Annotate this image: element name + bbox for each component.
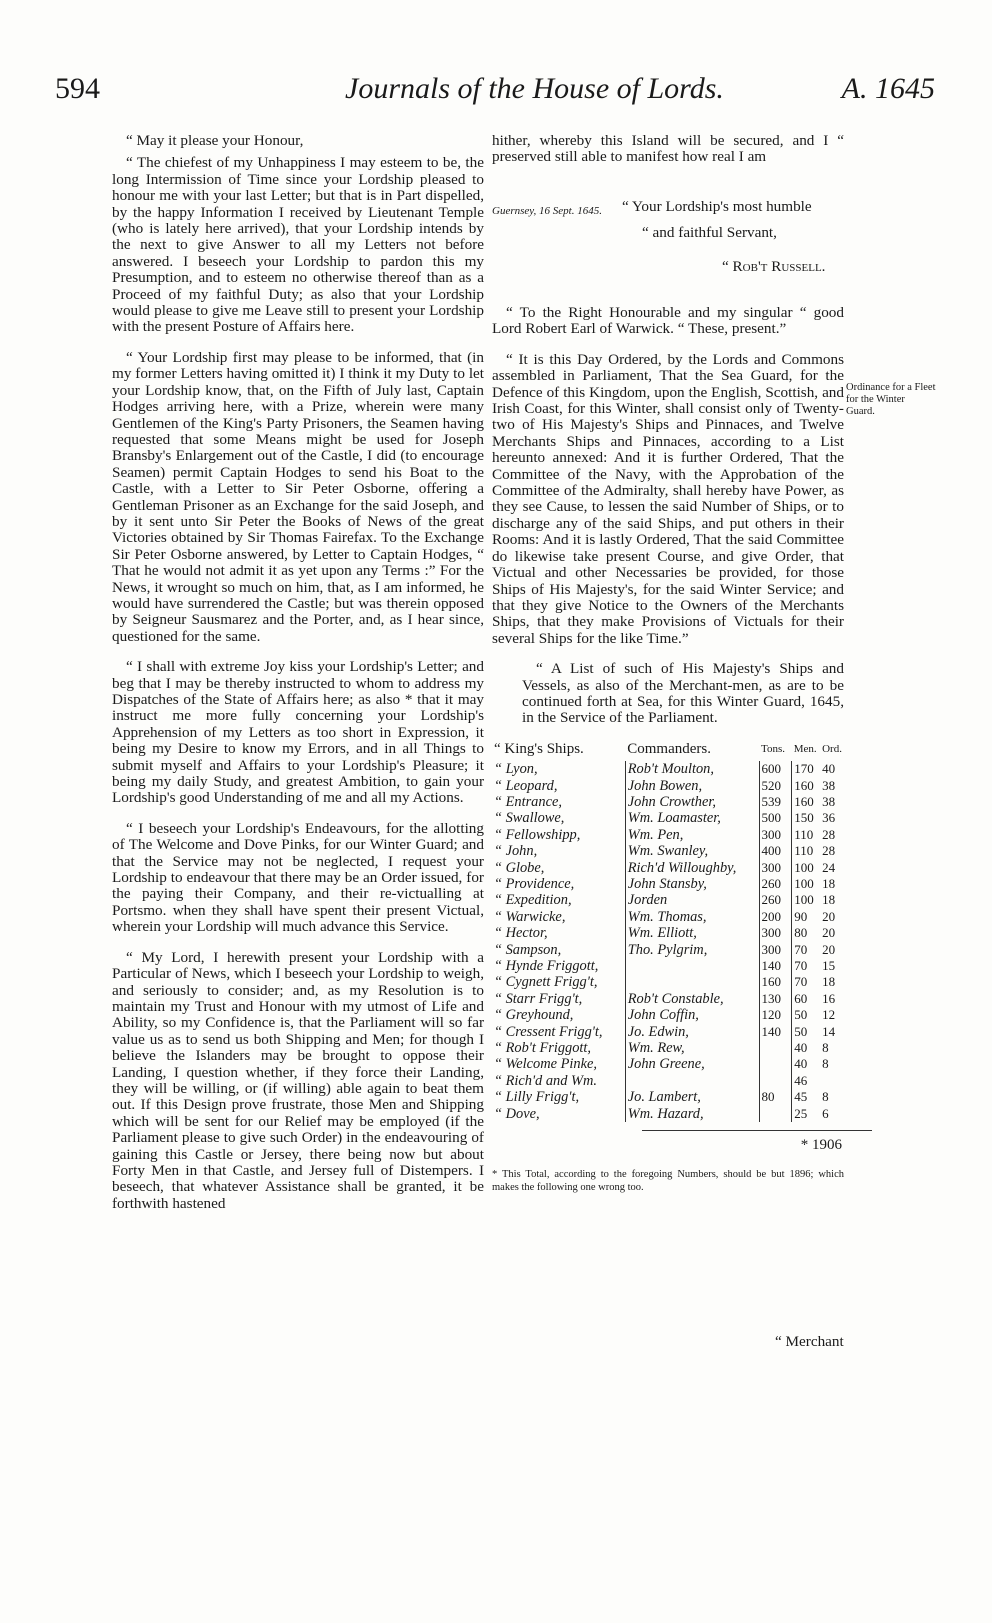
ord-value: 20 xyxy=(822,908,836,924)
left-column xyxy=(112,133,484,1226)
table-row xyxy=(492,843,844,859)
tons-value: 400 xyxy=(759,843,792,859)
ord-value: 8 xyxy=(822,1089,829,1105)
ord-value: 15 xyxy=(822,958,836,974)
tons-value: 140 xyxy=(759,1024,792,1040)
table-row xyxy=(492,942,844,958)
salutation: “ May it please your Honour, xyxy=(126,132,304,149)
tons-value: 260 xyxy=(759,892,792,908)
ship-name: “ Sampson, xyxy=(494,941,562,958)
ord-value: 36 xyxy=(822,810,836,826)
commander-name xyxy=(625,974,759,990)
commander-name: Rob't Moulton, xyxy=(625,761,759,777)
men-value: 40 xyxy=(792,1040,820,1056)
table-row xyxy=(492,909,844,925)
tons-value xyxy=(759,1040,792,1056)
commander-name: Wm. Thomas, xyxy=(625,909,759,925)
page-number: 594 xyxy=(55,72,100,105)
commander-name: John Crowther, xyxy=(625,794,759,810)
closing-line: “ Your Lordship's most humble xyxy=(622,198,812,215)
table-row xyxy=(492,810,844,826)
tons-value: 200 xyxy=(759,909,792,925)
tons-value: 300 xyxy=(759,827,792,843)
tons-value: 520 xyxy=(759,778,792,794)
commander-name xyxy=(625,1073,759,1089)
ord-value: 28 xyxy=(822,843,836,859)
right-column xyxy=(492,133,844,1194)
table-row xyxy=(492,1089,844,1105)
page-year: A. 1645 xyxy=(841,72,935,105)
ship-name: “ Lyon, xyxy=(494,761,538,778)
ship-name: “ Swallowe, xyxy=(494,810,565,827)
men-value: 90 xyxy=(792,909,820,925)
ship-name: “ Expedition, xyxy=(494,892,572,909)
ship-name: “ Welcome Pinke, xyxy=(494,1056,597,1073)
commander-name: Jo. Edwin, xyxy=(625,1024,759,1040)
tons-value: 300 xyxy=(759,860,792,876)
ord-value: 8 xyxy=(822,1056,829,1072)
tons-value: 300 xyxy=(759,942,792,958)
paragraph: “ Your Lordship first may please to be informed, that (in my former Letters having omitted it) I think it my Duty to let your Lordship know, that, on the Fifth of July last, Captain Hodges arriving here, with a Prize, wherein were many Gentlemen of the King's Party Prisoners, the Seamen having requested that some Means might be used for Joseph Bransby's Enlargement out of the Castle, I did (to encourage Seamen) permit Captain Hodges to send his Boat to the Castle, with a Letter to Sir Peter Osborne, offering a Gentleman Prisoner as an Exchange for the said Joseph, and by it sent unto Sir Peter the Books of News of the great Victories obtained by Sir Thomas Fairefax. To the Exchange Sir Peter Osborne answered, by Letter to Captain Hodges, “ That he would not admit it as yet upon any Terms :” For the News, it wrought so much on him, that, as I am informed, he would have surrendered the Castle; but was therein opposed by Seigneur Sausmarez and the Porter, and, as I hear since, questioned for the same. xyxy=(112,348,484,645)
men-value: 160 xyxy=(792,794,820,810)
ship-name: “ Rich'd and Wm. xyxy=(494,1072,598,1089)
table-row xyxy=(492,1040,844,1056)
col-header-commander: Commanders. xyxy=(627,740,711,757)
men-value: 100 xyxy=(792,892,820,908)
tons-value xyxy=(759,1106,792,1122)
ship-name: “ Dove, xyxy=(494,1105,540,1122)
men-value: 70 xyxy=(792,958,820,974)
commander-name: John Bowen, xyxy=(625,778,759,794)
commander-name: Jorden xyxy=(625,892,759,908)
commander-name: Wm. Rew, xyxy=(625,1040,759,1056)
men-value: 46 xyxy=(792,1073,820,1089)
tons-value xyxy=(759,1056,792,1072)
table-row xyxy=(492,958,844,974)
tons-value: 140 xyxy=(759,958,792,974)
letter-closing xyxy=(492,132,844,275)
commander-name: Tho. Pylgrim, xyxy=(625,942,759,958)
table-row xyxy=(492,778,844,794)
address: “ To the Right Honourable and my singular “ good Lord Robert Earl of Warwick. “ These, present.” xyxy=(492,304,844,338)
ord-value: 24 xyxy=(822,859,836,875)
commander-name: Wm. Elliott, xyxy=(625,925,759,941)
ord-value: 8 xyxy=(822,1040,829,1056)
men-value: 80 xyxy=(792,925,820,941)
commander-name: Rich'd Willoughby, xyxy=(625,860,759,876)
table-row xyxy=(492,991,844,1007)
commander-name: Wm. Swanley, xyxy=(625,843,759,859)
ord-value: 28 xyxy=(822,826,836,842)
table-row xyxy=(492,860,844,876)
commander-name: John Coffin, xyxy=(625,1007,759,1023)
men-value: 60 xyxy=(792,991,820,1007)
paragraph: “ The chiefest of my Unhappiness I may esteem to be, the long Intermission of Time since your Lordship pleased to honour me with your last Letter; but that is in Part dispelled, by the happy Information I received by Lieutenant Temple (who is lately here arrived), that your Lordship intends by the next to give Answer to all my Letters not before answered. I beseech your Lordship to pardon this my Presumption, and to esteem no otherwise thereof than as a Proceed of my faithful Duty; as also that your Lordship would please to give me Leave still to present your Lordship with the present Posture of Affairs here. xyxy=(112,154,484,336)
letter-end: hither, whereby this Island will be secured, and I “ preserved still able to manifest how real I am xyxy=(492,132,844,166)
ord-value: 6 xyxy=(822,1105,829,1121)
table-header-row xyxy=(492,741,844,761)
ship-name: “ Providence, xyxy=(494,876,575,892)
page-header xyxy=(55,72,935,122)
ship-name: “ Rob't Friggott, xyxy=(494,1040,592,1057)
men-value: 25 xyxy=(792,1106,820,1122)
ord-value xyxy=(820,1073,844,1089)
tons-value: 260 xyxy=(759,876,792,892)
men-value: 100 xyxy=(792,876,820,892)
col-header-ship: “ King's Ships. xyxy=(494,740,584,757)
paragraph: “ My Lord, I herewith present your Lordship with a Particular of News, which I beseech your Lordship to weigh, and seriously to consider; and, as my Resolution is to maintain my Trust and Honour with my utmost of Life and Ability, so my Confidence is, that the Parliament will so far value us as to send us both Shipping and Men; for though I believe the Islanders may be brought to oppose their Landing, I question whether, if they force their Landing, they will be willing, or (if willing) able again to beat them out. If this Design prove frustrate, those Men and Shipping which will be sent for our Relief may be employed (if the Parliament please to give such Order) in the endeavouring of gaining this Castle or Jersey, there being now but about Forty Men in that Castle, and Jersey full of Distempers. I beseech, that whatever Assistance shall be granted, it be forthwith hastened xyxy=(112,948,484,1212)
ship-name: “ Starr Frigg't, xyxy=(494,990,583,1007)
commander-name xyxy=(625,958,759,974)
tons-value: 539 xyxy=(759,794,792,810)
men-value: 50 xyxy=(792,1007,820,1023)
table-row xyxy=(492,974,844,990)
men-value: 45 xyxy=(792,1089,820,1105)
table-row xyxy=(492,1106,844,1122)
ship-name: “ Fellowshipp, xyxy=(494,826,581,843)
table-row xyxy=(492,1073,844,1089)
table-total: * 1906 xyxy=(642,1130,872,1153)
ord-value: 40 xyxy=(822,761,836,777)
col-header-ord: Ord. xyxy=(822,742,842,755)
ship-name: “ Entrance, xyxy=(494,793,562,810)
men-value: 110 xyxy=(792,843,820,859)
ord-value: 38 xyxy=(822,793,836,809)
table-row xyxy=(492,761,844,777)
signature: “ Rob't Russell. xyxy=(722,258,826,275)
table-row xyxy=(492,1056,844,1072)
col-header-men: Men. xyxy=(793,742,817,755)
table-row xyxy=(492,827,844,843)
col-header-tons: Tons. xyxy=(761,742,785,755)
tons-value: 600 xyxy=(759,761,792,777)
ord-value: 20 xyxy=(822,941,836,957)
commander-name: Rob't Constable, xyxy=(625,991,759,1007)
table-row xyxy=(492,892,844,908)
table-row xyxy=(492,1024,844,1040)
tons-value: 130 xyxy=(759,991,792,1007)
letter-date: Guernsey, 16 Sept. 1645. xyxy=(492,205,602,217)
men-value: 50 xyxy=(792,1024,820,1040)
list-intro: “ A List of such of His Majesty's Ships and Vessels, as also of the Merchant-men, as are to be continued forth at Sea, for this Winter Guard, 1645, in the Service of the Parliament. xyxy=(522,660,844,727)
paragraph: “ I beseech your Lordship's Endeavours, for the allotting of The Welcome and Dove Pinks, for our Winter Guard; and that the Service may not be neglected, I request your Lordship to endeavour that there may be an Order issued, for the paying their Company, and their re-victualling at Portsmo. when they shall have spent their present Victual, wherein your Lordship will much advance this Service. xyxy=(112,819,484,936)
ord-value: 18 xyxy=(822,892,836,908)
table-row xyxy=(492,1007,844,1023)
commander-name: Wm. Pen, xyxy=(625,827,759,843)
men-value: 70 xyxy=(792,942,820,958)
tons-value: 500 xyxy=(759,810,792,826)
men-value: 40 xyxy=(792,1056,820,1072)
table-row xyxy=(492,794,844,810)
closing-line: “ and faithful Servant, xyxy=(642,224,777,241)
ship-name: “ Hynde Friggott, xyxy=(494,958,599,975)
men-value: 160 xyxy=(792,778,820,794)
table-row xyxy=(492,925,844,941)
men-value: 170 xyxy=(792,761,820,777)
ord-value: 20 xyxy=(822,925,836,941)
commander-name: Wm. Hazard, xyxy=(625,1106,759,1122)
margin-note: Ordinance for a Fleet for the Winter Guard. xyxy=(846,382,936,417)
ship-name: “ Globe, xyxy=(494,859,545,876)
ship-name: “ Cressent Frigg't, xyxy=(494,1023,603,1040)
ord-value: 16 xyxy=(822,990,836,1006)
tons-value: 120 xyxy=(759,1007,792,1023)
men-value: 110 xyxy=(792,827,820,843)
paragraph: “ I shall with extreme Joy kiss your Lordship's Letter; and beg that I may be thereby instructed to whom to address my Dispatches of the State of Affairs here; as also * that it may instruct me more fully concerning your Lordship's Apprehension of my Letters as too short in Expression, it being my Desire to know my Errors, and in all Things to submit myself and Affairs to your Lordship's Pleasure; it being my daily Study, and greatest Ambition, to gain your Lordship's good Understanding of me and all my Actions. xyxy=(112,658,484,807)
tons-value: 300 xyxy=(759,925,792,941)
ship-name: “ Cygnett Frigg't, xyxy=(494,974,598,991)
ship-table-body xyxy=(492,761,844,1122)
ordinance-text: “ It is this Day Ordered, by the Lords and Commons assembled in Parliament, That the Sea Guard, for the Defence of this Kingdom, upon the English, Scottish, and Irish Coast, for this Winter, shall consist only of Twenty-two of His Majesty's Ships and Pinnaces, and Twelve Merchants Ships and Pinnaces, according to a List hereunto annexed: And it is further Ordered, That the Committee of the Navy, with the Approbation of the Committee of the Admiralty, shall hereby have Power, as they see Cause, to lessen the said Number of Ships, or to discharge any of the said Ships, and put others in their Rooms: And it is lastly Ordered, That the said Committee do likewise take present Course, and give Order, that Victual and other Necessaries be provided, for those Ships of His Majesty's, for the said Winter Service; and that they give Notice to the Owners of the Merchants Ships, that they make Provisions of Victuals for their several Ships for the like Time.” xyxy=(492,350,844,647)
commander-name: Wm. Loamaster, xyxy=(625,810,759,826)
commander-name: Jo. Lambert, xyxy=(625,1089,759,1105)
ship-table xyxy=(492,741,844,1122)
ord-value: 38 xyxy=(822,777,836,793)
commander-name: John Stansby, xyxy=(625,876,759,892)
ship-name: “ Lilly Frigg't, xyxy=(494,1089,580,1106)
ord-value: 18 xyxy=(822,974,836,990)
commander-name: John Greene, xyxy=(625,1056,759,1072)
men-value: 70 xyxy=(792,974,820,990)
men-value: 100 xyxy=(792,860,820,876)
ord-value: 18 xyxy=(822,876,836,891)
tons-value: 80 xyxy=(759,1089,792,1105)
ord-value: 14 xyxy=(822,1023,836,1039)
footnote: * This Total, according to the foregoing Numbers, should be but 1896; which makes the following one wrong too. xyxy=(492,1168,844,1193)
ship-name: “ Hector, xyxy=(494,925,548,942)
page-title: Journals of the House of Lords. xyxy=(345,72,724,105)
catchword: “ Merchant xyxy=(775,1333,844,1350)
ship-name: “ John, xyxy=(494,843,538,860)
ord-value: 12 xyxy=(822,1007,836,1023)
table-row xyxy=(492,876,844,892)
tons-value xyxy=(759,1073,792,1089)
men-value: 150 xyxy=(792,810,820,826)
ship-name: “ Warwicke, xyxy=(494,908,566,925)
ship-name: “ Leopard, xyxy=(494,777,558,794)
tons-value: 160 xyxy=(759,974,792,990)
ship-name: “ Greyhound, xyxy=(494,1007,574,1024)
